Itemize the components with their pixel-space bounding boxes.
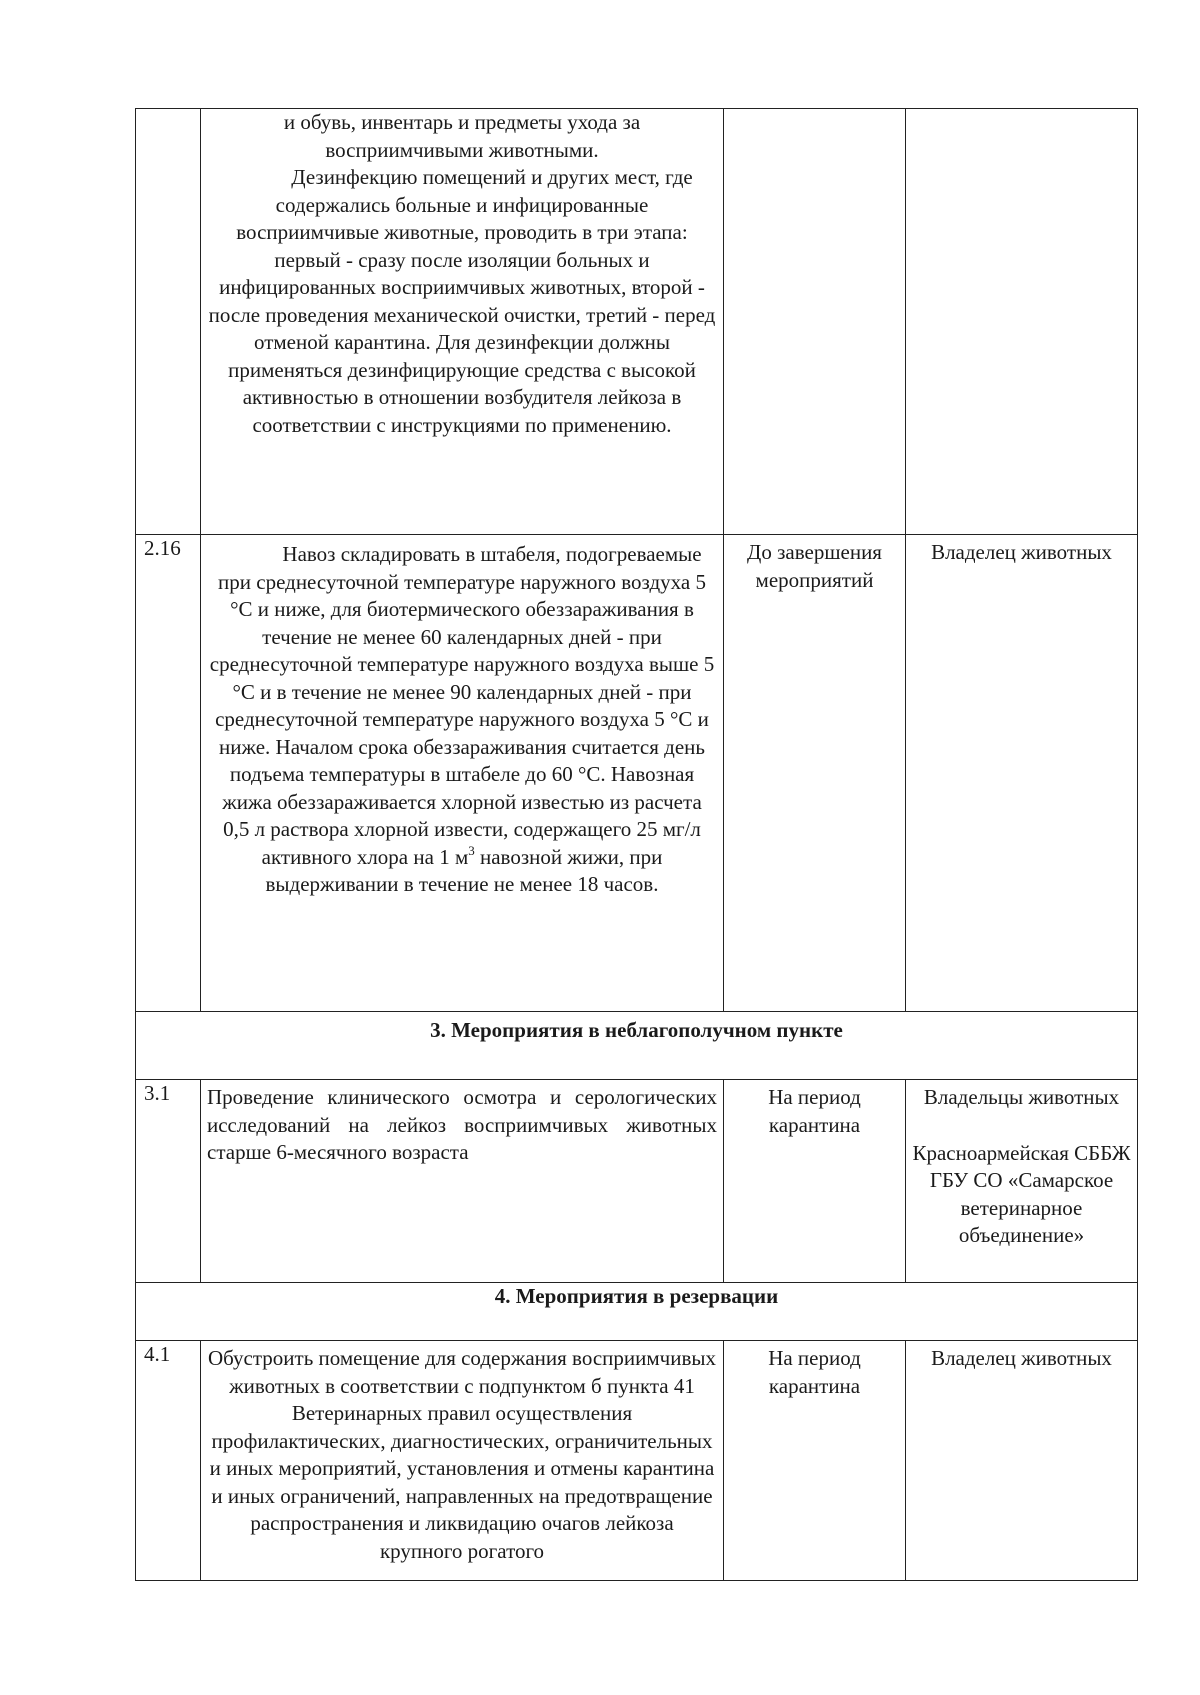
term-cell: На период карантина — [724, 1080, 906, 1283]
table-row — [136, 535, 1138, 1012]
responsible-vet-service: Красноармейская СББЖ ГБУ СО «Самарское ветеринарное объединение» — [912, 1140, 1131, 1247]
term-cell — [724, 109, 906, 535]
measure-text: и обувь, инвентарь и предметы ухода за восприимчивыми животными. — [283, 110, 641, 162]
term-cell: До завершения мероприятий — [724, 535, 906, 1012]
section-header-row — [136, 1283, 1138, 1341]
section-header-row — [136, 1012, 1138, 1080]
measure-text: Дезинфекцию помещений и других мест, где содержались больные и инфицированные восприимчивые животные, проводить в три этапа: первый - сразу после изоляции больных и инфицированных восприимчивых животных, второй - после проведения механической очистки, третий - перед отменой карантина. Для дезинфекции должны применяться дезинфицирующие средства с высокой активностью в отношении возбудителя лейкоза в соответствии с инструкциями по применению. — [208, 165, 716, 437]
measure-text: Обустроить помещение для содержания восприимчивых животных в соответствии с подпунктом б пункта 41 Ветеринарных правил осуществления профилактических, диагностических, ограничительных и иных мероприятий, установления и отмены карантина и иных ограничений, направленных на предотвращение распространения и ликвидацию очагов лейкоза крупного рогатого — [201, 1341, 724, 1581]
measures-table — [135, 108, 1138, 1581]
responsible-cell — [906, 1080, 1138, 1283]
row-number: 2.16 — [136, 535, 201, 1012]
row-number: 4.1 — [136, 1341, 201, 1581]
responsible-cell — [906, 109, 1138, 535]
row-number: 3.1 — [136, 1080, 201, 1283]
table-row — [136, 1341, 1138, 1581]
responsible-cell: Владелец животных — [906, 1341, 1138, 1581]
superscript: 3 — [468, 842, 475, 858]
section-title: 3. Мероприятия в неблагополучном пункте — [136, 1012, 1138, 1080]
responsible-owner: Владельцы животных — [923, 1085, 1120, 1109]
term-cell: На период карантина — [724, 1341, 906, 1581]
table-row — [136, 1080, 1138, 1283]
responsible-cell: Владелец животных — [906, 535, 1138, 1012]
measure-text: Навоз складировать в штабеля, подогреваемые при среднесуточной температуре наружного воздуха 5 °С и ниже, для биотермического обеззараживания в течение не менее 60 календарных дней - при среднесуточной температуре наружного воздуха выше 5 °С и в течение не менее 90 календарных дней - при среднесуточной температуре наружного воздуха 5 °С и ниже. Началом срока обеззараживания считается день подъема температуры в штабеле до 60 °С. Навозная жижа обеззараживается хлорной известью из расчета 0,5 л раствора хлорной извести, содержащего 25 мг/л активного хлора на 1 $м^3$ навозной жижи, при выдерживании в течение не менее 18 часов. — [209, 542, 715, 896]
measure-text-cell — [201, 109, 724, 535]
row-number-cell — [136, 109, 201, 535]
measure-text-cell — [201, 535, 724, 1012]
section-title: 4. Мероприятия в резервации — [136, 1283, 1138, 1341]
measure-text: Проведение клинического осмотра и серологических исследований на лейкоз восприимчивых животных старше 6-месячного возраста — [201, 1080, 724, 1283]
table-row — [136, 109, 1138, 535]
